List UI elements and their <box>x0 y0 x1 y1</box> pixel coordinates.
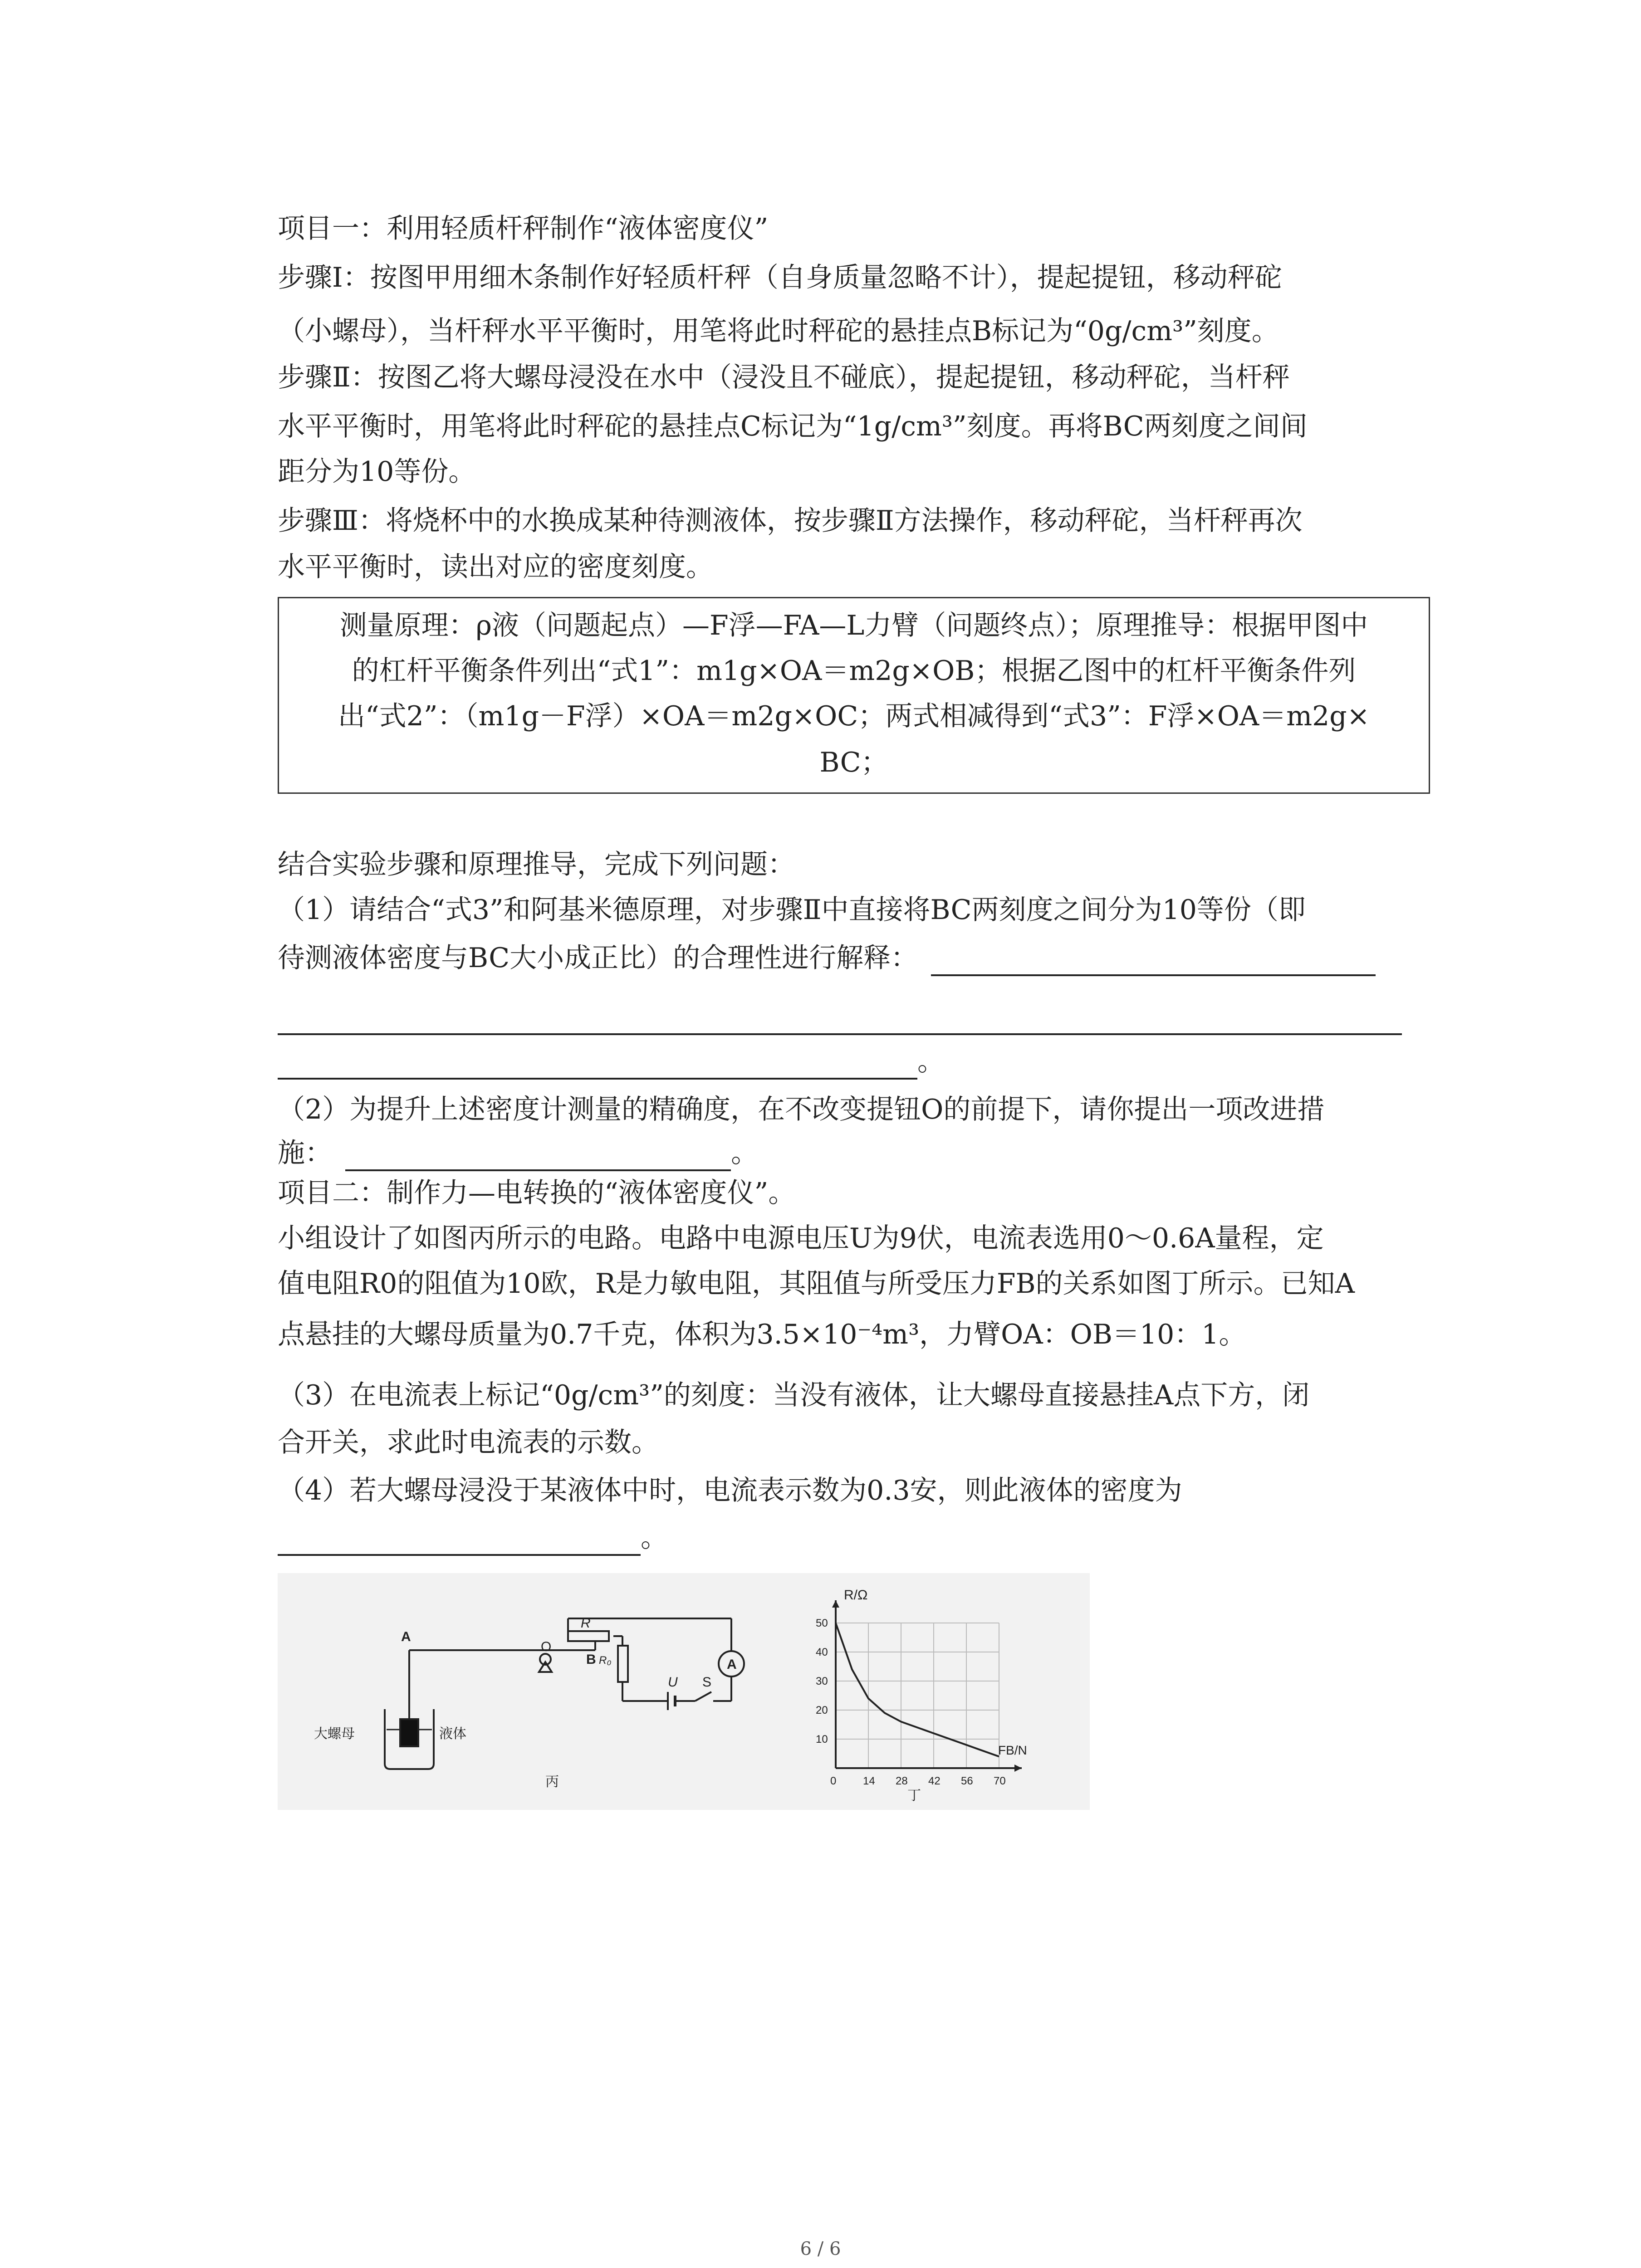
questions-intro: 结合实验步骤和原理推导，完成下列问题： <box>278 849 795 880</box>
circuit-diagram <box>385 1618 744 1769</box>
x-tick-label: 70 <box>994 1775 1006 1787</box>
q2-line2-text: 施： <box>278 1137 332 1169</box>
r-f-curve <box>836 1623 999 1756</box>
step3-line2: 水平平衡时，读出对应的密度刻度。 <box>278 551 713 583</box>
step1-line1: 步骤I：按图甲用细木条制作好轻质杆秤（自身质量忽略不计），提起提钮，移动秤砣 <box>278 262 1282 293</box>
step2-line2: 水平平衡时，用笔将此时秤砣的悬挂点C标记为“1g/cm³”刻度。再将BC两刻度之间间 <box>278 411 1308 442</box>
graph-ding <box>816 1588 1027 1803</box>
force-resistor-r <box>568 1631 609 1641</box>
label-b: B <box>586 1652 596 1667</box>
x-axis-label: FB/N <box>998 1743 1027 1757</box>
q1-answer-blank-2[interactable] <box>278 1033 1402 1035</box>
principle-line2: 的杠杆平衡条件列出“式1”：m1g×OA＝m2g×OB；根据乙图中的杠杆平衡条件列 <box>352 655 1356 687</box>
x-tick-label: 0 <box>830 1775 837 1787</box>
figure-svg <box>278 1573 1090 1810</box>
q3-line1: （3）在电流表上标记“0g/cm³”的刻度：当没有液体，让大螺母直接悬挂A点下方，闭 <box>278 1379 1310 1411</box>
x-tick-label: 28 <box>896 1775 908 1787</box>
q2-answer-blank[interactable] <box>345 1139 731 1171</box>
label-s: S <box>702 1675 712 1690</box>
y-tick-label: 30 <box>816 1675 828 1687</box>
step1-line2: （小螺母），当杆秤水平平衡时，用笔将此时秤砣的悬挂点B标记为“0g/cm³”刻度。 <box>278 315 1279 347</box>
principle-line4: BC； <box>819 747 888 778</box>
project2-desc-line1: 小组设计了如图丙所示的电路。电路中电源电压U为9伏，电流表选用0～0.6A量程，定 <box>278 1222 1324 1254</box>
x-tick-label: 42 <box>928 1775 941 1787</box>
resistor-r0 <box>618 1646 628 1682</box>
project2-desc-line2: 值电阻R0的阻值为10欧，R是力敏电阻，其阻值与所受压力FB的关系如图丁所示。已知A <box>278 1268 1355 1300</box>
q1-line1: （1）请结合“式3”和阿基米德原理，对步骤Ⅱ中直接将BC两刻度之间分为10等份（即 <box>278 894 1306 926</box>
y-axis-arrow <box>832 1600 839 1608</box>
q2-period: 。 <box>731 1137 759 1169</box>
y-tick-label: 40 <box>816 1646 828 1658</box>
q1-period: 。 <box>917 1046 945 1077</box>
big-nut <box>400 1719 418 1746</box>
project1-title: 项目一：利用轻质杆秤制作“液体密度仪” <box>278 213 769 244</box>
caption-ding: 丁 <box>907 1788 921 1803</box>
q2-line1: （2）为提升上述密度计测量的精确度，在不改变提钮O的前提下，请你提出一项改进措 <box>278 1094 1325 1125</box>
switch-s <box>695 1692 711 1701</box>
y-axis-label: R/Ω <box>844 1588 868 1603</box>
q1-answer-blank-1[interactable] <box>931 944 1376 976</box>
step2-line1: 步骤Ⅱ：按图乙将大螺母浸没在水中（浸没且不碰底），提起提钮，移动秤砣，当杆秤 <box>278 362 1290 393</box>
q1-line2 <box>278 940 1439 976</box>
label-r: R <box>581 1616 591 1631</box>
x-tick-label: 56 <box>961 1775 973 1787</box>
x-tick-label: 14 <box>863 1775 875 1787</box>
label-liquid: 液体 <box>439 1726 466 1741</box>
circuit-labels <box>314 1616 737 1789</box>
label-r0: R₀ <box>599 1654 612 1667</box>
q4-line2 <box>278 1520 1439 1556</box>
label-a: A <box>401 1629 411 1644</box>
q1-line2-text: 待测液体密度与BC大小成正比）的合理性进行解释： <box>278 942 918 974</box>
q3-line2: 合开关，求此时电流表的示数。 <box>278 1427 659 1458</box>
figure-panel <box>278 1573 1090 1810</box>
label-big-nut: 大螺母 <box>314 1726 355 1741</box>
q4-period: 。 <box>641 1522 668 1554</box>
project2-desc-line3: 点悬挂的大螺母质量为0.7千克，体积为3.5×10⁻⁴m³，力臂OA：OB＝10：1。 <box>278 1319 1246 1350</box>
y-tick-label: 20 <box>816 1704 828 1716</box>
q4-answer-blank[interactable] <box>278 1524 641 1556</box>
y-tick-label: 10 <box>816 1733 828 1745</box>
x-axis-arrow <box>1014 1765 1022 1772</box>
principle-box <box>278 597 1430 794</box>
q1-answer-blank-3[interactable] <box>278 1048 917 1080</box>
graph-ticks <box>816 1617 1006 1787</box>
label-ammeter: A <box>727 1657 737 1672</box>
label-u: U <box>668 1675 678 1690</box>
q2-line2 <box>278 1135 1439 1171</box>
principle-line3: 出“式2”：（m1g－F浮）×OA＝m2g×OC；两式相减得到“式3”：F浮×OA＝m2g× <box>338 700 1370 732</box>
label-o: O <box>541 1639 552 1654</box>
y-tick-label: 50 <box>816 1617 828 1629</box>
project2-title: 项目二：制作力—电转换的“液体密度仪”。 <box>278 1177 796 1209</box>
principle-line1: 测量原理：ρ液（问题起点）—F浮—FA—L力臂（问题终点）；原理推导：根据甲图中 <box>339 610 1368 641</box>
step2-line3: 距分为10等份。 <box>278 456 476 488</box>
page-number: 6 / 6 <box>800 2239 841 2259</box>
step3-line1: 步骤Ⅲ：将烧杯中的水换成某种待测液体，按步骤Ⅱ方法操作，移动秤砣，当杆秤再次 <box>278 505 1303 537</box>
q4-line1: （4）若大螺母浸没于某液体中时，电流表示数为0.3安，则此液体的密度为 <box>278 1475 1182 1506</box>
graph-grid <box>836 1623 999 1768</box>
caption-bing: 丙 <box>545 1774 559 1789</box>
q1-line4 <box>278 1043 1439 1080</box>
